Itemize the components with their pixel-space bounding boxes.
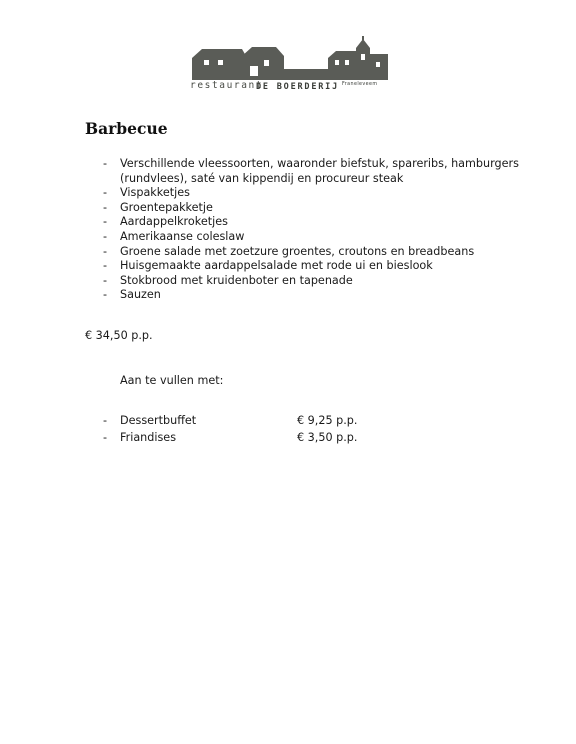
list-item	[103, 215, 523, 230]
list-item-text: Huisgemaakte aardappelsalade met rode ui en bieslook	[120, 259, 433, 273]
list-item-text: Stokbrood met kruidenboter en tapenade	[120, 273, 353, 287]
supplement-price: € 9,25 p.p.	[297, 414, 358, 427]
supplement-name: Dessertbuffet	[120, 414, 197, 427]
logo-place-name: Franeleveem	[342, 82, 378, 87]
bullet-dash: -	[103, 200, 108, 214]
bullet-dash: -	[103, 414, 108, 427]
list-item	[103, 259, 523, 274]
list-item-text: Groene salade met zoetzure groentes, croutons en breadbeans	[120, 244, 475, 258]
supplement-name: Friandises	[120, 430, 177, 444]
list-item-text: Sauzen	[120, 288, 161, 302]
list-item-text: Groentepakketje	[120, 200, 213, 214]
supplement-item	[103, 431, 363, 448]
list-item	[103, 245, 523, 260]
supplement-heading: Aan te vullen met:	[120, 374, 224, 387]
bullet-dash: -	[103, 244, 108, 258]
list-item	[103, 288, 523, 303]
supplement-price: € 3,50 p.p.	[297, 430, 358, 444]
bullet-dash: -	[103, 157, 108, 170]
list-item-text: Amerikaanse coleslaw	[120, 229, 245, 243]
list-item-text: Aardappelkroketjes	[120, 215, 228, 229]
bullet-dash: -	[103, 186, 108, 200]
price-per-person: € 34,50 p.p.	[85, 329, 153, 342]
bullet-dash: -	[103, 259, 108, 273]
bullet-dash: -	[103, 430, 108, 444]
list-item-text: Vispakketjes	[120, 186, 190, 200]
bullet-dash: -	[103, 273, 108, 287]
menu-item-list	[103, 157, 523, 303]
logo-brand-name: DE BOERDERIJ	[256, 82, 340, 92]
list-item-text: Verschillende vleessoorten, waaronder biefstuk, spareribs, hamburgers (rundvlees), saté van kippendij en procureur steak	[120, 157, 519, 185]
list-item	[103, 186, 523, 201]
list-item	[103, 157, 523, 186]
list-item	[103, 230, 523, 245]
list-item	[103, 274, 523, 289]
bullet-dash: -	[103, 215, 108, 229]
restaurant-logo	[190, 36, 390, 98]
bullet-dash: -	[103, 229, 108, 243]
bullet-dash: -	[103, 288, 108, 302]
logo-word-restaurant: restaurant	[190, 80, 264, 91]
supplement-list	[103, 414, 363, 447]
supplement-item	[103, 414, 363, 431]
list-item	[103, 201, 523, 216]
page-title: Barbecue	[85, 119, 168, 138]
